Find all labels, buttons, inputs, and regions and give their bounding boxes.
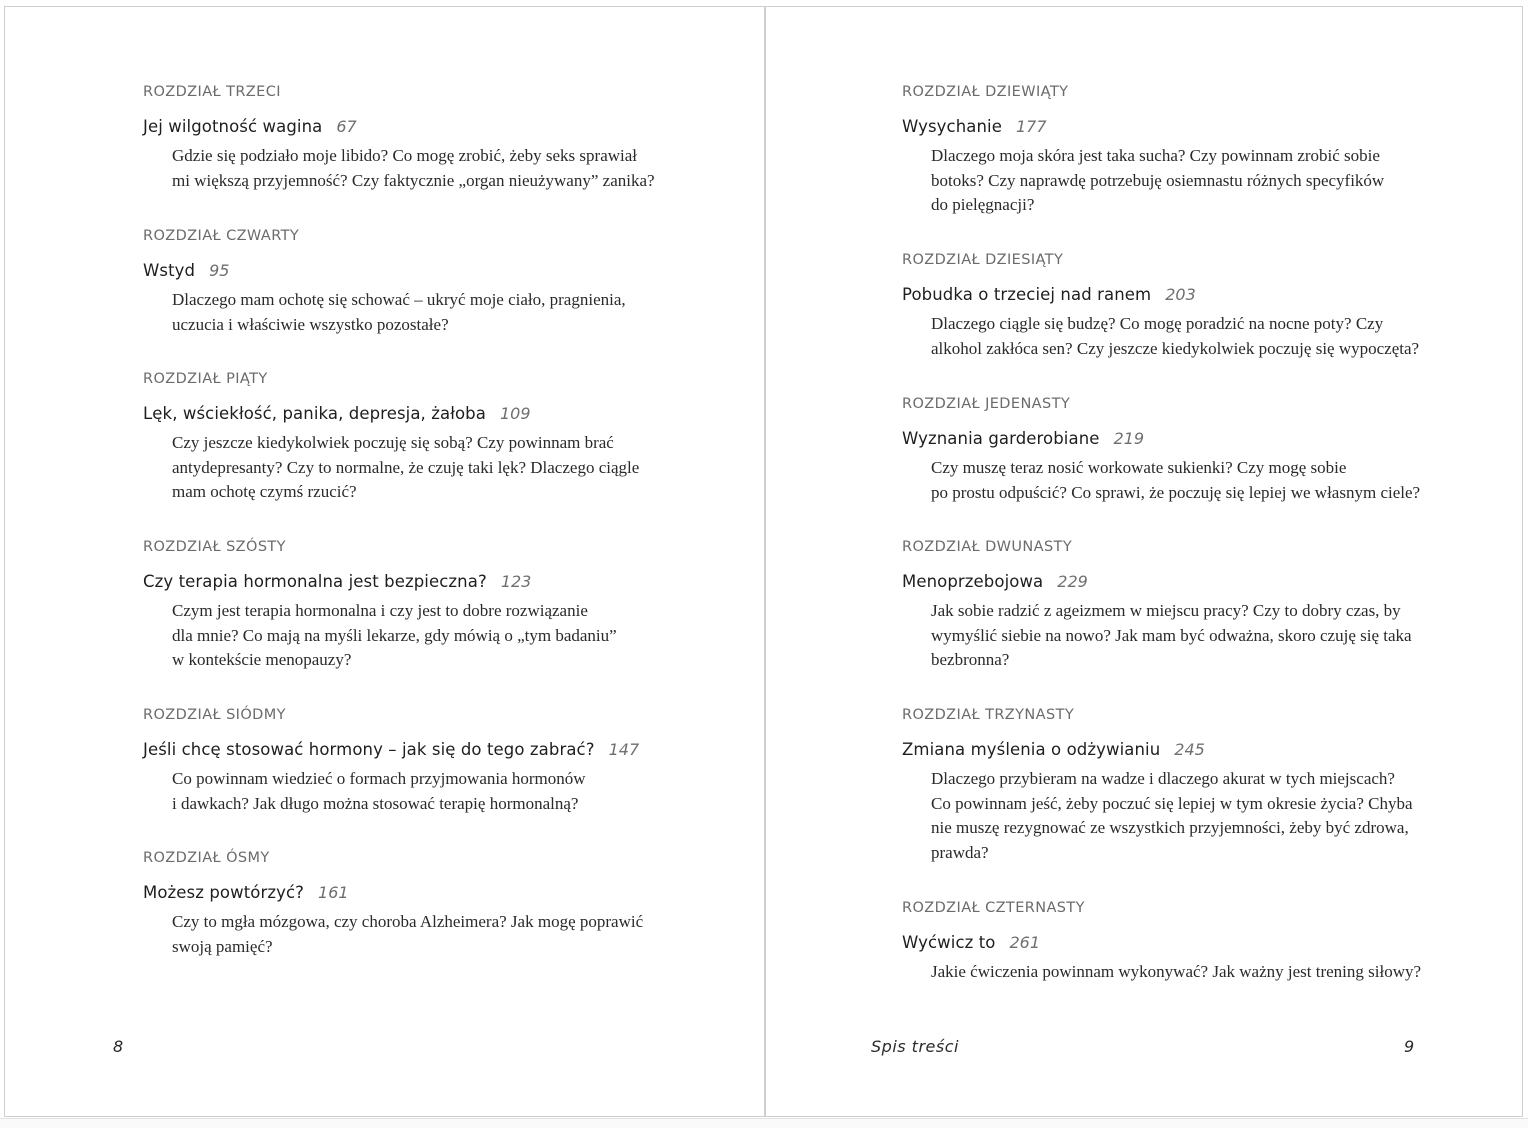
chapter-page-number: 109 xyxy=(499,404,531,423)
description-line: do pielęgnacji? xyxy=(931,195,1035,214)
description-line: Dlaczego przybieram na wadze i dlaczego akurat w tych miejscach? xyxy=(931,769,1395,788)
chapter-heading xyxy=(143,404,703,424)
toc-entry[interactable] xyxy=(902,899,1462,985)
chapter-label: ROZDZIAŁ PIĄTY xyxy=(143,371,268,387)
toc-entry[interactable] xyxy=(902,538,1462,673)
chapter-page-number: 147 xyxy=(608,740,640,759)
chapter-page-number: 203 xyxy=(1165,285,1196,304)
toc-entry[interactable] xyxy=(143,83,703,193)
description-line: Dlaczego moja skóra jest taka sucha? Czy powinnam zrobić sobie xyxy=(931,146,1380,165)
chapter-heading xyxy=(143,117,703,137)
chapter-label: ROZDZIAŁ TRZECI xyxy=(143,84,281,100)
toc-entry[interactable] xyxy=(143,370,703,505)
description-line: swoją pamięć? xyxy=(172,936,273,956)
chapter-title: Zmiana myślenia o odżywianiu xyxy=(902,740,1161,759)
chapter-description xyxy=(931,144,1462,218)
toc-entry[interactable] xyxy=(143,706,703,816)
chapter-label: ROZDZIAŁ DZIEWIĄTY xyxy=(902,84,1069,100)
toc-entry[interactable] xyxy=(902,706,1462,865)
chapter-label: ROZDZIAŁ DZIESIĄTY xyxy=(902,252,1064,268)
description-line: Co powinnam wiedzieć o formach przyjmowania hormonów xyxy=(172,769,586,788)
chapter-page-number: 95 xyxy=(209,261,230,280)
chapter-page-number: 219 xyxy=(1113,429,1145,448)
description-line: Jak sobie radzić z ageizmem w miejscu pracy? Czy to dobry czas, by xyxy=(931,601,1401,620)
description-line: Co powinnam jeść, żeby poczuć się lepiej w tym okresie życia? Chyba xyxy=(931,793,1413,813)
page-number-right: 9 xyxy=(1404,1037,1415,1056)
chapter-title: Menoprzebojowa xyxy=(902,572,1044,591)
chapter-title: Wysychanie xyxy=(902,117,1002,136)
right-page xyxy=(764,7,1522,1116)
toc-entry[interactable] xyxy=(143,849,703,959)
left-page xyxy=(5,7,764,1116)
chapter-title: Lęk, wściekłość, panika, depresja, żałoba xyxy=(143,404,486,423)
chapter-title: Wyćwicz to xyxy=(902,933,996,952)
chapter-description xyxy=(931,767,1462,865)
chapter-heading xyxy=(902,117,1462,137)
chapter-page-number: 161 xyxy=(318,883,349,902)
description-line: prawda? xyxy=(931,842,989,862)
chapter-label: ROZDZIAŁ SIÓDMY xyxy=(143,707,286,723)
chapter-label: ROZDZIAŁ DWUNASTY xyxy=(902,539,1073,555)
toc-entry[interactable] xyxy=(902,251,1462,361)
chapter-heading xyxy=(902,285,1462,305)
chapter-heading xyxy=(143,261,703,281)
chapter-description xyxy=(931,312,1462,361)
chapter-page-number: 245 xyxy=(1174,740,1205,759)
description-line: i dawkach? Jak długo można stosować terapię hormonalną? xyxy=(172,793,579,813)
chapter-heading xyxy=(143,883,703,903)
toc-entry[interactable] xyxy=(902,395,1462,505)
chapter-title: Wstyd xyxy=(143,261,196,280)
chapter-description xyxy=(172,767,703,816)
chapter-heading xyxy=(902,572,1462,592)
description-line: Dlaczego mam ochotę się schować – ukryć moje ciało, pragnienia, xyxy=(172,290,626,309)
chapter-description xyxy=(172,599,703,673)
description-line: bezbronna? xyxy=(931,650,1010,669)
chapter-page-number: 67 xyxy=(336,117,357,136)
chapter-label: ROZDZIAŁ SZÓSTY xyxy=(143,539,286,555)
description-line: alkohol zakłóca sen? Czy jeszcze kiedykolwiek poczuję się wypoczęta? xyxy=(931,338,1420,358)
description-line: uczucia i właściwie wszystko pozostałe? xyxy=(172,314,449,334)
description-line: Czy to mgła mózgowa, czy choroba Alzheimera? Jak mogę poprawić xyxy=(172,912,644,931)
description-line: Czy jeszcze kiedykolwiek poczuję się sobą? Czy powinnam brać xyxy=(172,433,614,452)
chapter-title: Wyznania garderobiane xyxy=(902,429,1100,448)
chapter-title: Możesz powtórzyć? xyxy=(143,883,305,902)
chapter-heading xyxy=(902,740,1462,760)
description-line: Gdzie się podziało moje libido? Co mogę zrobić, żeby seks sprawiał xyxy=(172,146,638,165)
chapter-title: Jeśli chcę stosować hormony – jak się do tego zabrać? xyxy=(143,740,595,759)
chapter-title: Jej wilgotność wagina xyxy=(143,117,323,136)
chapter-description xyxy=(931,599,1462,673)
description-line: w kontekście menopauzy? xyxy=(172,650,352,669)
toc-entry[interactable] xyxy=(902,83,1462,218)
chapter-description xyxy=(172,288,703,337)
description-line: antydepresanty? Czy to normalne, że czuję taki lęk? Dlaczego ciągle xyxy=(172,457,640,477)
description-line: Czy muszę teraz nosić workowate sukienki? Czy mogę sobie xyxy=(931,458,1347,477)
chapter-label: ROZDZIAŁ TRZYNASTY xyxy=(902,707,1075,723)
chapter-heading xyxy=(902,429,1462,449)
chapter-description xyxy=(172,431,703,505)
toc-entry[interactable] xyxy=(143,538,703,673)
chapter-page-number: 177 xyxy=(1015,117,1047,136)
book-spread xyxy=(4,6,1523,1117)
chapter-heading xyxy=(902,933,1462,953)
chapter-label: ROZDZIAŁ CZWARTY xyxy=(143,228,300,244)
description-line: Czym jest terapia hormonalna i czy jest to dobre rozwiązanie xyxy=(172,601,588,620)
chapter-heading xyxy=(143,740,703,760)
description-line: nie muszę rezygnować ze wszystkich przyjemności, żeby być zdrowa, xyxy=(931,818,1409,837)
chapter-description xyxy=(172,144,703,193)
toc-entry[interactable] xyxy=(143,227,703,337)
description-line: mi większą przyjemność? Czy faktycznie „organ nieużywany” zanika? xyxy=(172,170,655,190)
chapter-description xyxy=(931,456,1462,505)
description-line: wymyślić siebie na nowo? Jak mam być odważna, skoro czuję się taka xyxy=(931,625,1412,645)
description-line: mam ochotę czymś rzucić? xyxy=(172,482,357,501)
chapter-title: Pobudka o trzeciej nad ranem xyxy=(902,285,1152,304)
chapter-label: ROZDZIAŁ CZTERNASTY xyxy=(902,900,1085,916)
chapter-label: ROZDZIAŁ ÓSMY xyxy=(143,850,270,866)
chapter-page-number: 229 xyxy=(1057,572,1088,591)
chapter-description xyxy=(172,910,703,959)
description-line: dla mnie? Co mają na myśli lekarze, gdy mówią o „tym badaniu” xyxy=(172,625,617,645)
chapter-description xyxy=(931,960,1462,985)
description-line: botoks? Czy naprawdę potrzebuję osiemnastu różnych specyfików xyxy=(931,170,1385,190)
description-line: Dlaczego ciągle się budzę? Co mogę poradzić na nocne poty? Czy xyxy=(931,314,1384,333)
chapter-label: ROZDZIAŁ JEDENASTY xyxy=(902,396,1071,412)
description-line: Jakie ćwiczenia powinnam wykonywać? Jak ważny jest trening siłowy? xyxy=(931,962,1422,981)
chapter-heading xyxy=(143,572,703,592)
description-line: po prostu odpuścić? Co sprawi, że poczuję się lepiej we własnym ciele? xyxy=(931,482,1421,502)
chapter-page-number: 261 xyxy=(1009,933,1041,952)
page-number-left: 8 xyxy=(113,1037,124,1056)
chapter-title: Czy terapia hormonalna jest bezpieczna? xyxy=(143,572,487,591)
chapter-page-number: 123 xyxy=(500,572,532,591)
running-head: Spis treści xyxy=(871,1037,959,1056)
